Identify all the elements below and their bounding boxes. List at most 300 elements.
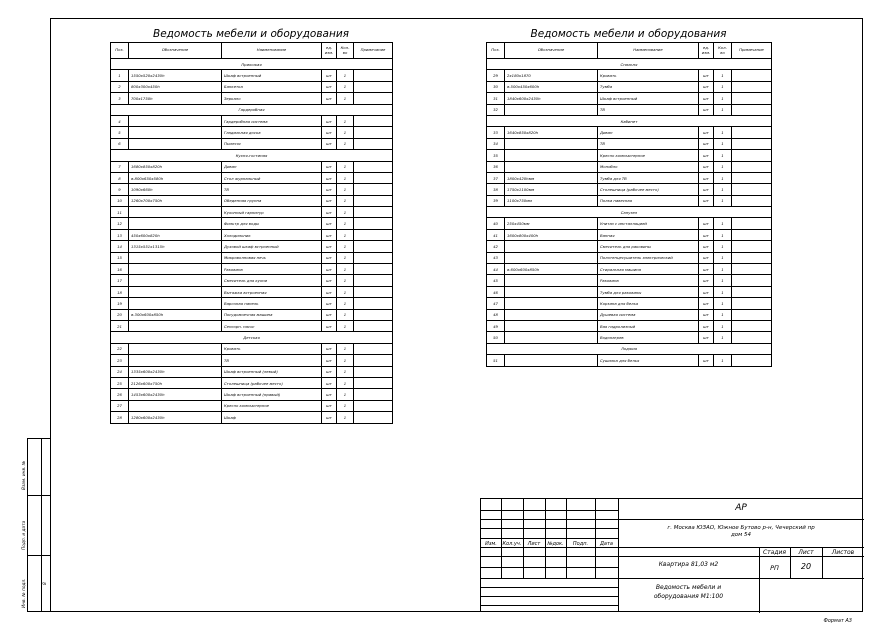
name-cell: Полка навесная (598, 195, 699, 206)
code-cell (505, 241, 598, 252)
table-row (111, 93, 393, 104)
name-cell: Полотенцесушитель электрический (598, 252, 699, 263)
section-row (111, 59, 393, 70)
sheets-label: Листов (831, 549, 855, 556)
right-table-title: Ведомость мебели и оборудования (530, 28, 727, 40)
table-row (111, 138, 393, 149)
name-cell: Шкаф встроенный (левый) (222, 366, 322, 377)
name-cell: Зеркало (222, 93, 322, 104)
code-cell: 800х300х450h (129, 81, 222, 92)
position-cell: 43 (487, 252, 505, 263)
position-cell: 16 (111, 264, 129, 275)
table-row (487, 195, 772, 206)
table-row (111, 412, 393, 423)
column-header: Наименование (222, 43, 322, 59)
note-cell (354, 309, 393, 320)
qty-cell: 1 (337, 366, 354, 377)
table-row (111, 366, 393, 377)
code-cell (129, 343, 222, 354)
column-header: Обозначение (129, 43, 222, 59)
code-cell: 1640х850х820h (505, 127, 598, 138)
qty-cell: 1 (714, 229, 732, 240)
name-cell: Кухонный гарнитур (222, 207, 322, 218)
unit-cell: шт (699, 241, 714, 252)
note-cell (732, 81, 772, 92)
unit-cell: шт (322, 343, 337, 354)
table-row (487, 138, 772, 149)
name-cell: Унитаз с инсталляцией (598, 218, 699, 229)
unit-cell: шт (699, 195, 714, 206)
note-cell (732, 252, 772, 263)
position-cell: 39 (487, 195, 505, 206)
column-header: Кол-во (337, 43, 354, 59)
table-row (487, 93, 772, 104)
stage-label: Стадия (762, 549, 787, 556)
qty-cell: 1 (337, 389, 354, 400)
table-header (111, 43, 393, 59)
note-cell (732, 161, 772, 172)
qty-cell: 1 (337, 70, 354, 81)
unit-cell: шт (322, 184, 337, 195)
code-cell: ѳ.300х600х850h (129, 309, 222, 320)
position-cell: 14 (111, 241, 129, 252)
qty-cell: 1 (337, 355, 354, 366)
position-cell: 44 (487, 264, 505, 275)
code-cell (129, 286, 222, 297)
qty-cell: 1 (714, 332, 732, 343)
note-cell (354, 229, 393, 240)
column-header: ед. изм. (322, 43, 337, 59)
note-cell (354, 81, 393, 92)
unit-cell: шт (322, 195, 337, 206)
unit-cell: шт (699, 150, 714, 161)
note-cell (732, 195, 772, 206)
qty-cell: 1 (337, 93, 354, 104)
note-cell (732, 286, 772, 297)
code-cell: 2126х600х750h (129, 377, 222, 388)
code-cell: 1335х600х2430h (129, 366, 222, 377)
unit-cell: шт (322, 275, 337, 286)
name-cell: Холодильник (222, 229, 322, 240)
table-row (111, 184, 393, 195)
code-cell: 1800х420hмм (505, 172, 598, 183)
position-cell: 20 (111, 309, 129, 320)
table-row (111, 389, 393, 400)
table-row (487, 252, 772, 263)
section-title: Спальня (487, 59, 772, 70)
position-cell: 9 (111, 184, 129, 195)
note-cell (732, 70, 772, 81)
section-title: Прихожая (111, 59, 393, 70)
table-row (487, 218, 772, 229)
note-cell (732, 127, 772, 138)
section-title: Санузел (487, 207, 772, 218)
table-row (487, 309, 772, 320)
unit-cell: шт (322, 298, 337, 309)
table-row (111, 229, 393, 240)
col-label-sign: Подп. (572, 541, 589, 547)
left-table-title: Ведомость мебели и оборудования (153, 28, 349, 40)
qty-cell: 1 (337, 127, 354, 138)
position-cell: 41 (487, 229, 505, 240)
code-cell (129, 252, 222, 263)
note-cell (354, 218, 393, 229)
note-cell (732, 172, 772, 183)
unit-cell: шт (699, 172, 714, 183)
qty-cell: 1 (714, 355, 732, 366)
inv-number: 8 (43, 582, 48, 585)
code-cell: 1550х520х2430h (129, 70, 222, 81)
note-cell (354, 366, 393, 377)
code-cell (505, 355, 598, 366)
table-row (111, 241, 393, 252)
note-cell (354, 93, 393, 104)
position-cell: 12 (111, 218, 129, 229)
table-row (487, 127, 772, 138)
position-cell: 50 (487, 332, 505, 343)
code-cell (129, 355, 222, 366)
unit-cell: шт (699, 298, 714, 309)
name-cell: Варочная панель (222, 298, 322, 309)
qty-cell: 1 (714, 150, 732, 161)
position-cell: 49 (487, 320, 505, 331)
code-cell (129, 218, 222, 229)
qty-cell: 1 (714, 309, 732, 320)
table-row (487, 161, 772, 172)
name-cell: Гладильная доска (222, 127, 322, 138)
qty-cell: 1 (337, 115, 354, 126)
unit-cell: шт (322, 70, 337, 81)
name-cell: Столешница (рабочее место) (598, 184, 699, 195)
table-row (111, 264, 393, 275)
code-cell (505, 309, 598, 320)
position-cell: 7 (111, 161, 129, 172)
unit-cell: шт (322, 264, 337, 275)
note-cell (354, 355, 393, 366)
table-row (487, 229, 772, 240)
code-cell (505, 161, 598, 172)
code-cell (505, 332, 598, 343)
unit-cell: шт (699, 264, 714, 275)
code-cell: 1600х800х400h (505, 229, 598, 240)
table-row (111, 207, 393, 218)
code-cell: 250х450мм (505, 218, 598, 229)
note-cell (354, 286, 393, 297)
column-header: Кол-во (714, 43, 732, 59)
code-cell: 450х600х820h (129, 229, 222, 240)
title-block (480, 498, 863, 612)
position-cell: 29 (487, 70, 505, 81)
code-cell (129, 320, 222, 331)
note-cell (354, 377, 393, 388)
unit-cell: шт (322, 412, 337, 423)
table-row (111, 377, 393, 388)
name-cell: Пылесос (222, 138, 322, 149)
qty-cell: 1 (337, 138, 354, 149)
note-cell (354, 400, 393, 411)
note-cell (354, 252, 393, 263)
name-cell: Раковина (222, 264, 322, 275)
column-header: Примечание (354, 43, 393, 59)
code-cell (129, 138, 222, 149)
unit-cell: шт (699, 229, 714, 240)
qty-cell: 1 (337, 412, 354, 423)
qty-cell: 1 (714, 264, 732, 275)
name-cell: Шкаф встроенный (598, 93, 699, 104)
name-cell: Кресло компьютерное (222, 400, 322, 411)
position-cell: 5 (111, 127, 129, 138)
unit-cell: шт (699, 81, 714, 92)
code-cell (505, 138, 598, 149)
table-row (111, 127, 393, 138)
note-cell (354, 184, 393, 195)
code-cell (129, 207, 222, 218)
side-strip (27, 438, 41, 612)
name-cell: Водонагрев (598, 332, 699, 343)
position-cell: 4 (111, 115, 129, 126)
position-cell: 37 (487, 172, 505, 183)
qty-cell: 1 (337, 377, 354, 388)
side-strip-inner (41, 438, 50, 612)
position-cell: 51 (487, 355, 505, 366)
qty-cell: 1 (337, 309, 354, 320)
qty-cell: 1 (714, 252, 732, 263)
unit-cell: шт (699, 184, 714, 195)
code-cell: 1280х600х2430h (129, 412, 222, 423)
qty-cell: 1 (337, 286, 354, 297)
name-cell: ТВ (222, 184, 322, 195)
qty-cell: 1 (714, 70, 732, 81)
table-row (111, 286, 393, 297)
code-cell (505, 104, 598, 115)
name-cell: Тумба (598, 81, 699, 92)
position-cell: 13 (111, 229, 129, 240)
name-cell: Вая гидролизный (598, 320, 699, 331)
qty-cell: 1 (714, 195, 732, 206)
qty-cell: 1 (337, 81, 354, 92)
table-row (111, 172, 393, 183)
position-cell: 19 (111, 298, 129, 309)
section-title: Лоджия (487, 343, 772, 354)
unit-cell: шт (322, 229, 337, 240)
name-cell: Шкаф встроенный (222, 70, 322, 81)
position-cell: 26 (111, 389, 129, 400)
qty-cell: 1 (337, 184, 354, 195)
unit-cell: шт (699, 138, 714, 149)
table-row (111, 218, 393, 229)
unit-cell: шт (322, 252, 337, 263)
code-cell (505, 286, 598, 297)
table-row (487, 298, 772, 309)
position-cell: 47 (487, 298, 505, 309)
position-cell: 32 (487, 104, 505, 115)
name-cell: Обеденная группа (222, 195, 322, 206)
right-spec-table (486, 42, 772, 367)
table-row (487, 81, 772, 92)
note-cell (354, 138, 393, 149)
qty-cell: 1 (337, 172, 354, 183)
position-cell: 24 (111, 366, 129, 377)
position-cell: 15 (111, 252, 129, 263)
note-cell (732, 218, 772, 229)
position-cell: 17 (111, 275, 129, 286)
name-cell: Микроволновая печь (222, 252, 322, 263)
name-cell: Диван (598, 127, 699, 138)
table-row (111, 161, 393, 172)
position-cell: 1 (111, 70, 129, 81)
code-cell (505, 298, 598, 309)
position-cell: 23 (111, 355, 129, 366)
code-cell: 700х1750h (129, 93, 222, 104)
name-cell: Диван (222, 161, 322, 172)
name-cell: Шкаф встроенный (правый) (222, 389, 322, 400)
unit-cell: шт (322, 320, 337, 331)
name-cell: Столешница (рабочее место) (222, 377, 322, 388)
object-name: Квартира 81,03 м2 (658, 561, 719, 568)
note-cell (732, 104, 772, 115)
note-cell (732, 229, 772, 240)
position-cell: 38 (487, 184, 505, 195)
col-label-doc: №док. (547, 541, 564, 547)
project-address: г. Москва ЮЗАО, Южное Бутово р-н, Чечерский пр дом 54 (667, 525, 815, 538)
column-header: Поз. (487, 43, 505, 59)
name-cell: Раковина (598, 275, 699, 286)
unit-cell: шт (699, 70, 714, 81)
table-row (487, 320, 772, 331)
table-row (111, 252, 393, 263)
section-row (487, 59, 772, 70)
section-row (487, 343, 772, 354)
unit-cell: шт (322, 115, 337, 126)
note-cell (354, 389, 393, 400)
position-cell: 48 (487, 309, 505, 320)
column-header: Наименование (598, 43, 699, 59)
unit-cell: шт (699, 355, 714, 366)
table-row (487, 264, 772, 275)
unit-cell: шт (322, 127, 337, 138)
name-cell: Посудомоечная машина (222, 309, 322, 320)
name-cell: Сушилка для белья (598, 355, 699, 366)
note-cell (732, 264, 772, 275)
unit-cell: шт (699, 252, 714, 263)
name-cell: Смеситель для раковины (598, 241, 699, 252)
table-row (111, 115, 393, 126)
code-cell: 2х180х1870 (505, 70, 598, 81)
unit-cell: шт (699, 161, 714, 172)
qty-cell: 1 (337, 298, 354, 309)
note-cell (732, 150, 772, 161)
code-cell (505, 320, 598, 331)
code-cell: 1260х700х750h (129, 195, 222, 206)
section-row (111, 150, 393, 161)
unit-cell: шт (322, 355, 337, 366)
qty-cell: 1 (337, 229, 354, 240)
note-cell (732, 320, 772, 331)
name-cell: Банкетка (222, 81, 322, 92)
name-cell: Тумба для раковины (598, 286, 699, 297)
position-cell: 8 (111, 172, 129, 183)
qty-cell: 1 (714, 127, 732, 138)
unit-cell: шт (322, 286, 337, 297)
name-cell: Духовой шкаф встроенный (222, 241, 322, 252)
qty-cell: 1 (337, 275, 354, 286)
unit-cell: шт (699, 275, 714, 286)
note-cell (354, 298, 393, 309)
position-cell: 18 (111, 286, 129, 297)
table-row (487, 70, 772, 81)
note-cell (354, 115, 393, 126)
code-cell: 1453х600х2430h (129, 389, 222, 400)
note-cell (354, 70, 393, 81)
note-cell (732, 93, 772, 104)
column-header: Поз. (111, 43, 129, 59)
unit-cell: шт (699, 218, 714, 229)
name-cell: Стиральная машина (598, 264, 699, 275)
qty-cell: 1 (714, 286, 732, 297)
format-label: Формат А3 (823, 618, 852, 624)
note-cell (354, 161, 393, 172)
code-cell (505, 275, 598, 286)
qty-cell: 1 (714, 81, 732, 92)
qty-cell: 1 (714, 138, 732, 149)
col-label-date: Дата (600, 541, 613, 547)
unit-cell: шт (699, 104, 714, 115)
qty-cell: 1 (714, 275, 732, 286)
code-cell: 1840х600х2430h (505, 93, 598, 104)
position-cell: 30 (487, 81, 505, 92)
name-cell: Фильтр для воды (222, 218, 322, 229)
position-cell: 35 (487, 150, 505, 161)
note-cell (732, 298, 772, 309)
col-label-change: Изм. (485, 541, 497, 547)
position-cell: 11 (111, 207, 129, 218)
name-cell: Монобло (598, 161, 699, 172)
column-header: Примечание (732, 43, 772, 59)
col-label-count: Кол.уч. (502, 541, 522, 547)
name-cell: Смеситель для кухни (222, 275, 322, 286)
unit-cell: шт (322, 241, 337, 252)
name-cell: Ванная (598, 229, 699, 240)
table-row (487, 355, 772, 366)
position-cell: 21 (111, 320, 129, 331)
name-cell: Душевая система (598, 309, 699, 320)
qty-cell: 1 (337, 400, 354, 411)
position-cell: 42 (487, 241, 505, 252)
unit-cell: шт (322, 207, 337, 218)
position-cell: 31 (487, 93, 505, 104)
code-cell (129, 298, 222, 309)
sheet-value: 20 (800, 562, 812, 571)
table-row (111, 355, 393, 366)
unit-cell: шт (322, 218, 337, 229)
qty-cell: 1 (337, 161, 354, 172)
unit-cell: шт (699, 309, 714, 320)
stage-value: РП (770, 564, 779, 572)
name-cell: Сенсорн. насос (222, 320, 322, 331)
name-cell: Кресло компьютерное (598, 150, 699, 161)
qty-cell: 1 (714, 218, 732, 229)
section-title: Гардеробная (111, 104, 393, 115)
qty-cell: 1 (337, 320, 354, 331)
code-cell: ѳ.500х450х600h (505, 81, 598, 92)
note-cell (732, 184, 772, 195)
note-cell (354, 207, 393, 218)
section-title: Кухня-гостиная (111, 150, 393, 161)
table-row (111, 195, 393, 206)
table-row (487, 150, 772, 161)
section-row (111, 332, 393, 343)
table-header (487, 43, 772, 59)
